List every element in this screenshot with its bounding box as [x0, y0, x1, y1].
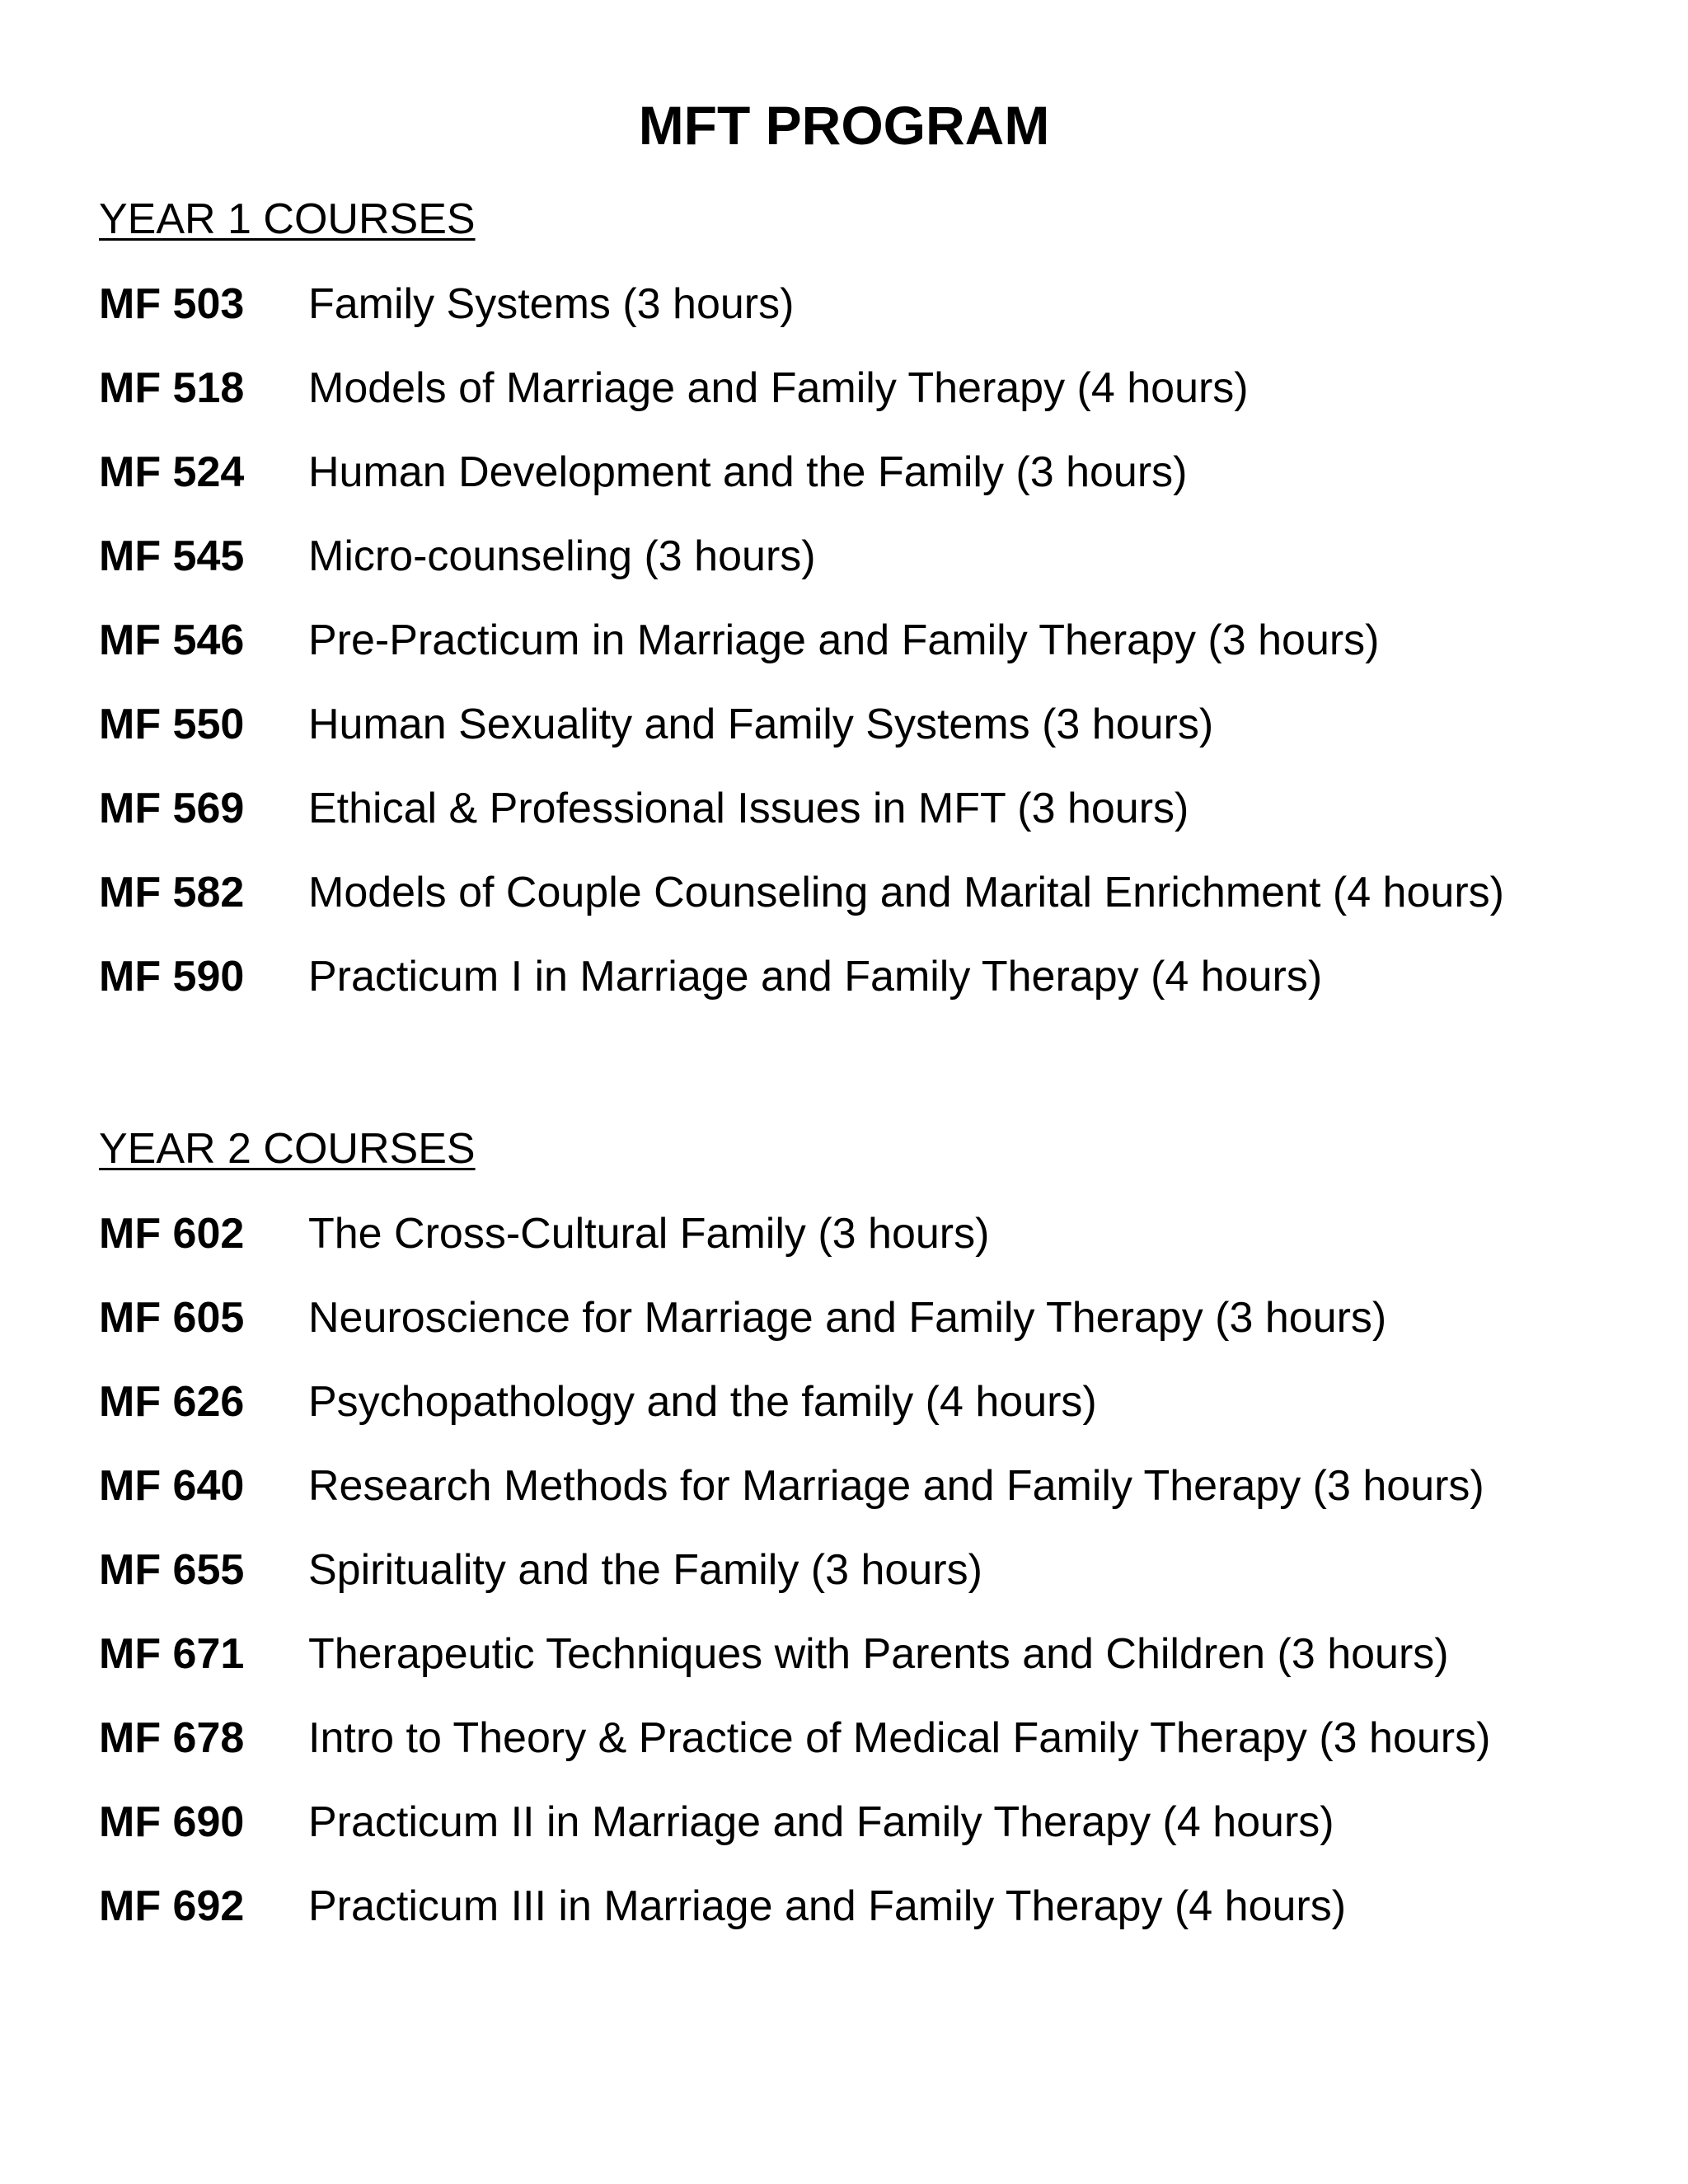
course-row [99, 532, 1648, 616]
course-code: MF 626 [99, 1378, 245, 1426]
course-code: MF 640 [99, 1462, 245, 1510]
course-row [99, 1209, 1648, 1293]
course-title: Neuroscience for Marriage and Family Therapy (3 hours) [308, 1294, 1387, 1342]
course-code: MF 546 [99, 616, 245, 664]
course-title: Ethical & Professional Issues in MFT (3 hours) [308, 785, 1189, 832]
course-title: Models of Marriage and Family Therapy (4 hours) [308, 364, 1249, 412]
course-row [99, 616, 1648, 700]
course-row [99, 784, 1648, 868]
course-title: Spirituality and the Family (3 hours) [308, 1546, 982, 1594]
section-heading: YEAR 2 COURSES [99, 1125, 476, 1173]
course-title: Human Development and the Family (3 hours) [308, 448, 1188, 496]
course-row [99, 1377, 1648, 1461]
course-row [99, 1629, 1648, 1713]
course-row [99, 1713, 1648, 1797]
course-row [99, 700, 1648, 784]
course-code: MF 590 [99, 953, 245, 1001]
course-code: MF 518 [99, 364, 245, 412]
course-title: Intro to Theory & Practice of Medical Family Therapy (3 hours) [308, 1714, 1491, 1762]
course-code: MF 671 [99, 1630, 245, 1678]
course-code: MF 655 [99, 1546, 245, 1594]
course-title: Human Sexuality and Family Systems (3 hours) [308, 701, 1214, 748]
course-code: MF 545 [99, 532, 245, 580]
course-title: Models of Couple Counseling and Marital Enrichment (4 hours) [308, 869, 1504, 916]
course-title: Practicum III in Marriage and Family Therapy (4 hours) [308, 1882, 1347, 1930]
section-heading: YEAR 1 COURSES [99, 195, 476, 243]
course-row [99, 1797, 1648, 1882]
course-title: Research Methods for Marriage and Family Therapy (3 hours) [308, 1462, 1484, 1510]
course-title: Family Systems (3 hours) [308, 280, 795, 328]
course-title: The Cross-Cultural Family (3 hours) [308, 1210, 990, 1258]
course-code: MF 690 [99, 1798, 245, 1846]
course-row [99, 1461, 1648, 1545]
course-code: MF 550 [99, 701, 245, 748]
page-title: MFT PROGRAM [638, 95, 1050, 156]
course-title: Pre-Practicum in Marriage and Family Therapy (3 hours) [308, 616, 1380, 664]
course-row [99, 448, 1648, 532]
course-code: MF 524 [99, 448, 245, 496]
course-title: Practicum II in Marriage and Family Therapy (4 hours) [308, 1798, 1334, 1846]
course-row [99, 1293, 1648, 1377]
course-title: Micro-counseling (3 hours) [308, 532, 816, 580]
course-title: Therapeutic Techniques with Parents and Children (3 hours) [308, 1630, 1449, 1678]
section-year-1 [99, 194, 1648, 1036]
course-row [99, 868, 1648, 952]
course-code: MF 503 [99, 280, 245, 328]
section-year-2 [99, 1124, 1648, 1966]
course-row [99, 1882, 1648, 1966]
course-row [99, 363, 1648, 448]
course-code: MF 678 [99, 1714, 245, 1762]
course-row [99, 1545, 1648, 1629]
course-code: MF 602 [99, 1210, 245, 1258]
course-row [99, 279, 1648, 363]
course-title: Practicum I in Marriage and Family Therapy (4 hours) [308, 953, 1323, 1001]
course-code: MF 692 [99, 1882, 245, 1930]
course-title: Psychopathology and the family (4 hours) [308, 1378, 1097, 1426]
course-row [99, 952, 1648, 1036]
course-code: MF 569 [99, 785, 245, 832]
course-code: MF 605 [99, 1294, 245, 1342]
course-code: MF 582 [99, 869, 245, 916]
